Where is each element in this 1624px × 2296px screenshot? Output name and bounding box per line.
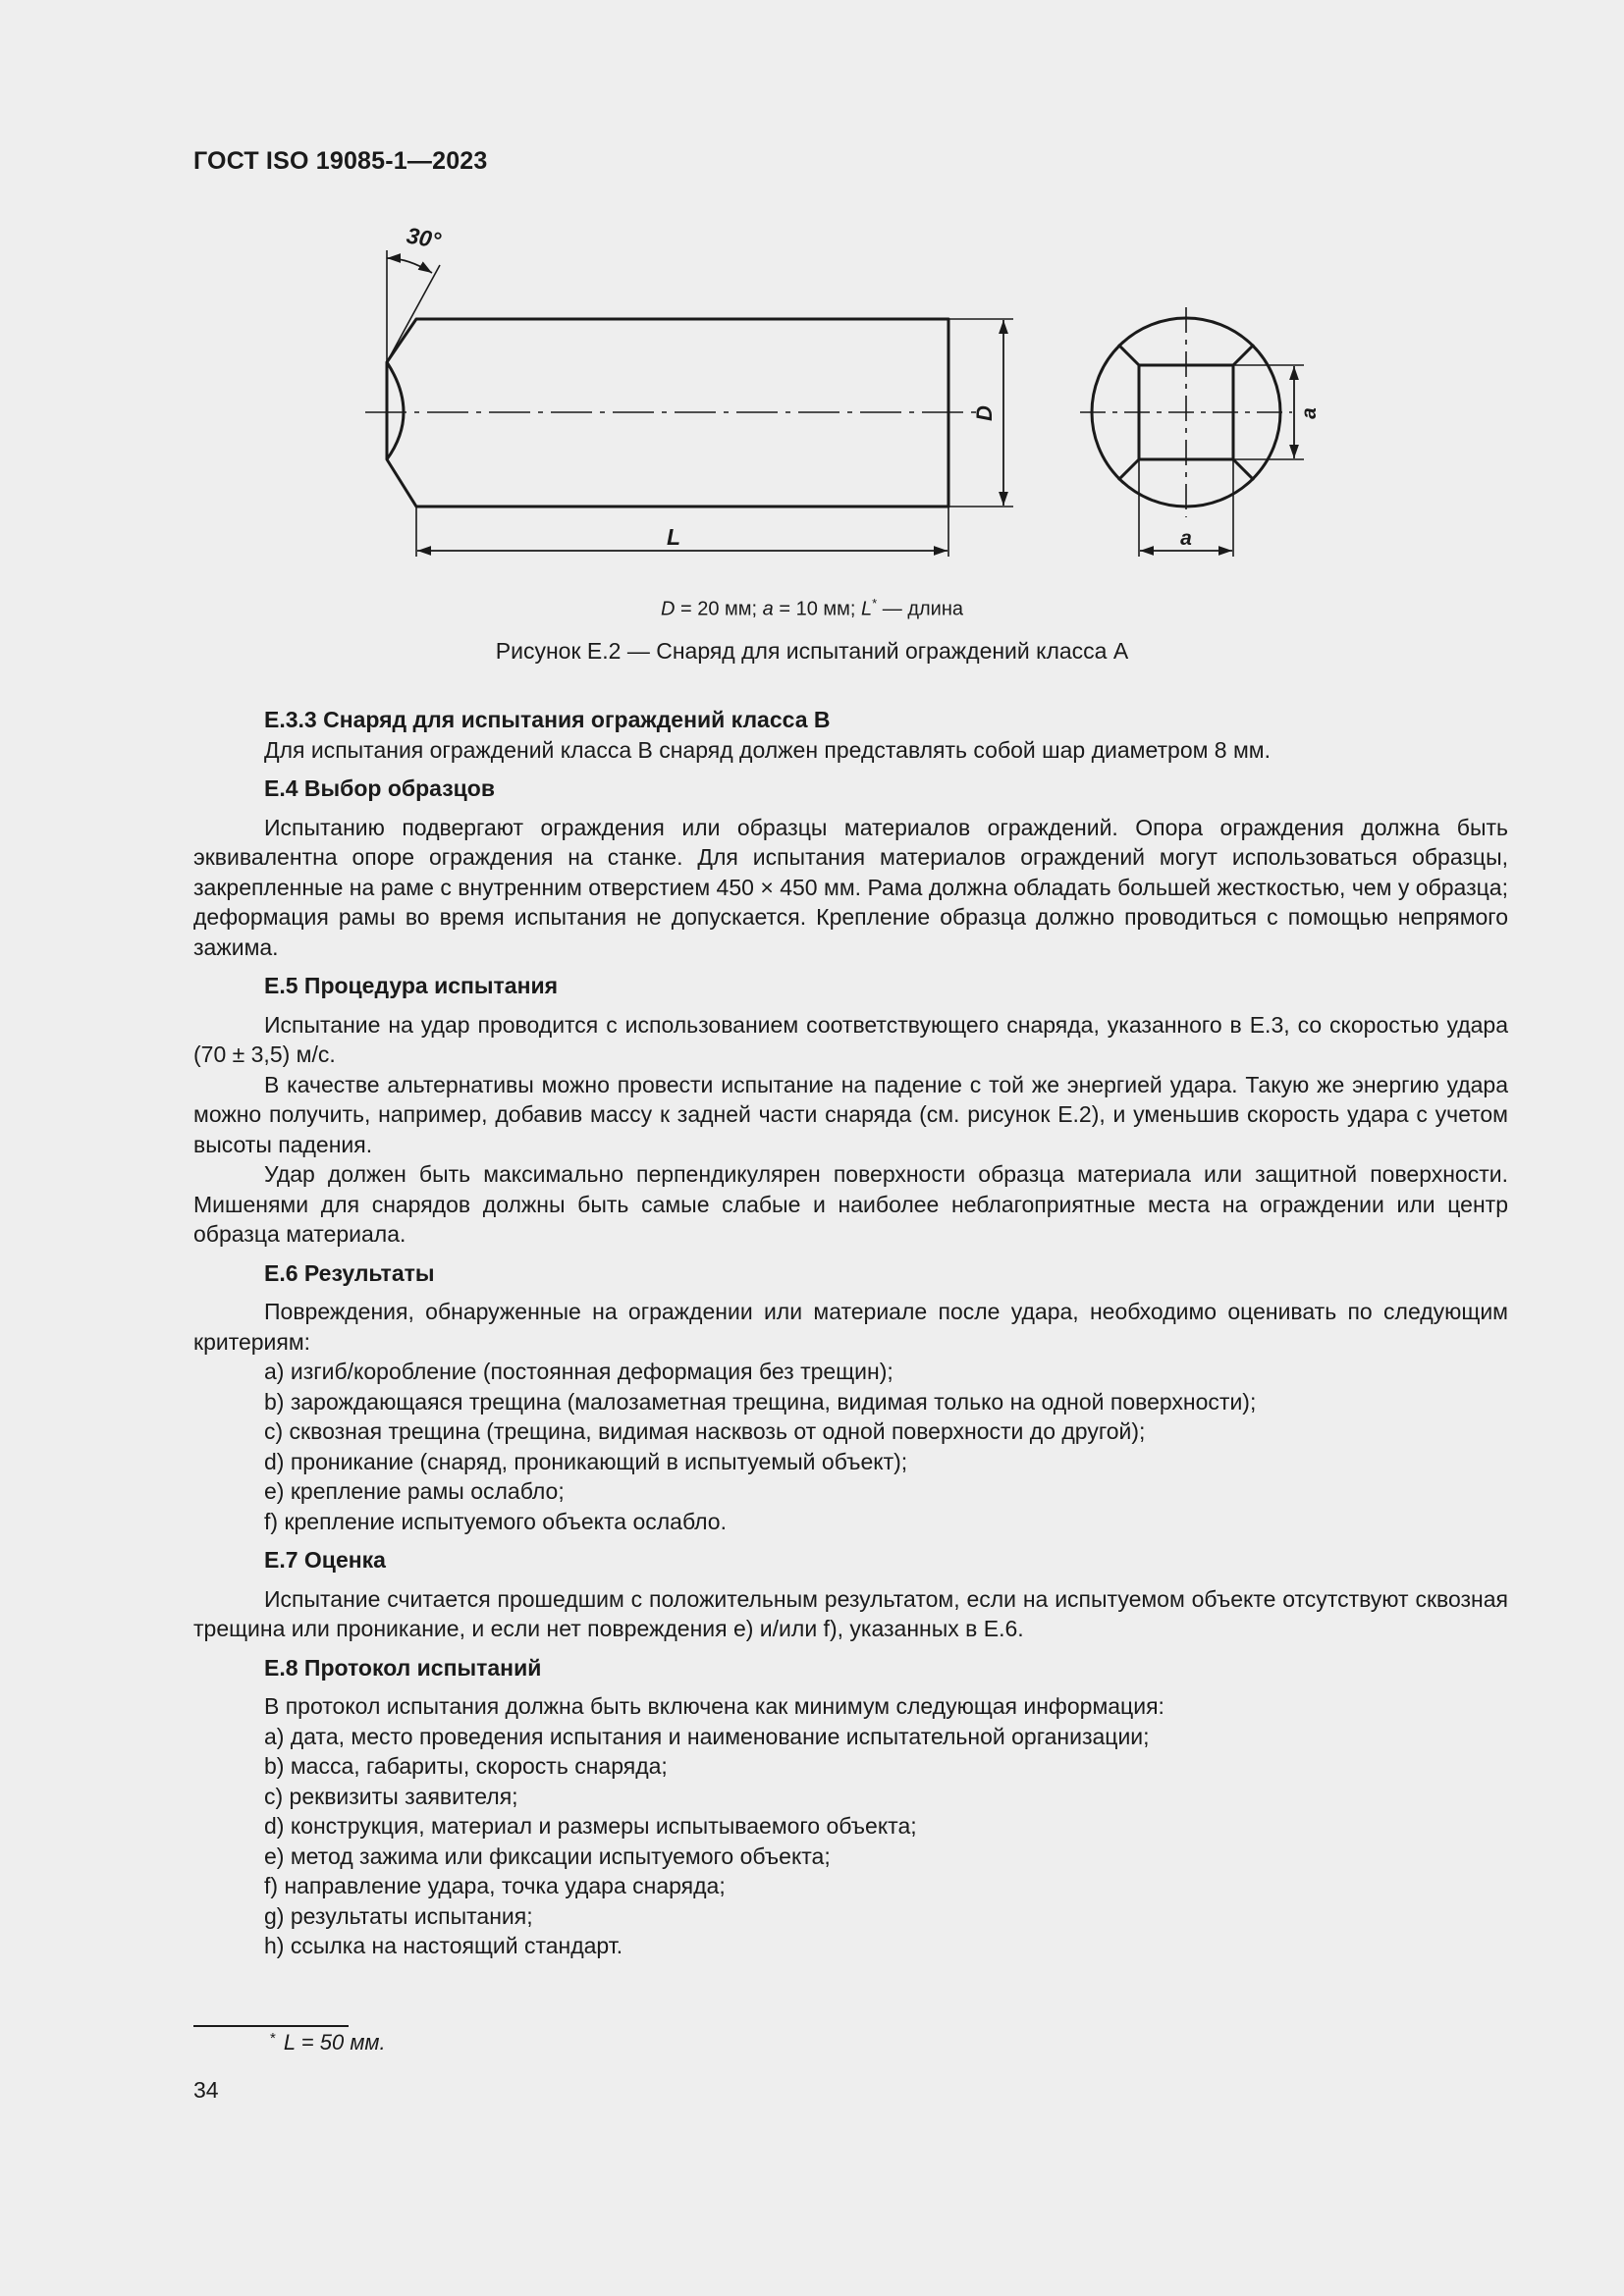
paragraph: Испытание на удар проводится с использованием соответствующего снаряда, указанного в Е.3, со скоростью удара (70 ± 3,5) м/с. <box>193 1011 1508 1067</box>
list-item: c) сквозная трещина (трещина, видимая насквозь от одной поверхности до другой); <box>264 1418 1146 1444</box>
list-item: b) масса, габариты, скорость снаряда; <box>264 1753 668 1779</box>
paragraph: Испытание считается прошедшим с положительным результатом, если на испытуемом объекте отсутствуют сквозная трещина или проникание, и если нет повреждения e) и/или f), указанных в Е.6. <box>193 1585 1508 1641</box>
document-body <box>193 705 1508 1961</box>
footnote-text: L = 50 мм. <box>283 2030 386 2055</box>
l-dimension-label: L <box>666 524 681 550</box>
footnote <box>270 2030 386 2056</box>
section-heading-e5: Е.5 Процедура испытания <box>264 973 559 998</box>
angle-label: 30° <box>405 222 443 254</box>
footnote-divider <box>193 2025 349 2027</box>
list-item: a) изгиб/коробление (постоянная деформация без трещин); <box>264 1359 893 1384</box>
projectile-drawing <box>353 221 1355 574</box>
projectile-nose-arc <box>387 362 404 459</box>
paragraph: В протокол испытания должна быть включена как минимум следующая информация: <box>264 1693 1164 1719</box>
projectile-drawing-svg <box>353 221 1355 574</box>
section-heading-e8: Е.8 Протокол испытаний <box>264 1654 542 1681</box>
a-vertical-label: a <box>1298 407 1321 419</box>
list-item: e) крепление рамы ослабло; <box>264 1478 565 1504</box>
section-heading-e4: Е.4 Выбор образцов <box>264 775 495 801</box>
end-view-chamfer <box>1118 345 1139 365</box>
list-item: a) дата, место проведения испытания и наименование испытательной организации; <box>264 1723 1150 1749</box>
paragraph: Для испытания ограждений класса В снаряд должен представлять собой шар диаметром 8 мм. <box>264 736 1272 763</box>
d-dimension-label: D <box>972 405 997 421</box>
angle-extension-slanted <box>387 265 440 362</box>
figure-caption: Рисунок Е.2 — Снаряд для испытаний ограждений класса А <box>495 638 1129 664</box>
section-heading-e33: Е.3.3 Снаряд для испытания ограждений класса В <box>264 707 831 732</box>
document-header: ГОСТ ISO 19085-1—2023 <box>193 147 488 175</box>
list-item: c) реквизиты заявителя; <box>264 1783 518 1809</box>
list-item: d) конструкция, материал и размеры испытываемого объекта; <box>264 1813 917 1839</box>
end-view-chamfer <box>1233 459 1254 480</box>
end-view-chamfer <box>1233 345 1254 365</box>
angle-dimension-arc <box>387 258 432 273</box>
paragraph: Испытанию подвергают ограждения или образцы материалов ограждений. Опора ограждения должна быть эквивалентна опоре ограждения на станке. Для испытания материалов ограждений могут использоваться образцы, закрепленные на раме с внутренним отверстием 450 × 450 мм. Рама должна обладать большей жесткостью, чем у образца; деформация рамы во время испытания не допускается. Крепление образца должно проводиться с помощью непрямого зажима. <box>193 814 1508 960</box>
list-item: f) направление удара, точка удара снаряда; <box>264 1873 726 1898</box>
a-horizontal-label: a <box>1180 527 1192 550</box>
criteria-list <box>193 1357 1508 1536</box>
list-item: b) зарождающаяся трещина (малозаметная трещина, видимая только на одной поверхности); <box>264 1388 1257 1415</box>
paragraph: Удар должен быть максимально перпендикулярен поверхности образца материала или защитной поверхности. Мишенями для снарядов должны быть самые слабые и наиболее неблагоприятные места на ограждении или центр образца материала. <box>193 1161 1508 1247</box>
page-number: 34 <box>193 2077 219 2103</box>
end-view-chamfer <box>1118 459 1139 480</box>
report-list <box>193 1722 1508 1961</box>
footnote-mark: * <box>270 2030 276 2047</box>
list-item: f) крепление испытуемого объекта ослабло. <box>264 1508 727 1534</box>
paragraph: В качестве альтернативы можно провести испытание на падение с той же энергией удара. Такую же энергию удара можно получить, например, добавив массу к задней части снаряда (см. рисунок Е.2), и уменьшив скорость удара с учетом высоты падения. <box>193 1071 1508 1157</box>
list-item: g) результаты испытания; <box>264 1902 533 1929</box>
list-item: e) метод зажима или фиксации испытуемого объекта; <box>264 1842 831 1869</box>
section-heading-e6: Е.6 Результаты <box>264 1259 435 1286</box>
paragraph: Повреждения, обнаруженные на ограждении или материале после удара, необходимо оценивать по следующим критериям: <box>193 1299 1508 1355</box>
section-heading-e7: Е.7 Оценка <box>264 1547 386 1573</box>
list-item: h) ссылка на настоящий стандарт. <box>264 1933 623 1958</box>
list-item: d) проникание (снаряд, проникающий в испытуемый объект); <box>264 1448 908 1474</box>
figure-legend: D = 20 мм; a = 10 мм; L* — длина <box>661 596 963 620</box>
